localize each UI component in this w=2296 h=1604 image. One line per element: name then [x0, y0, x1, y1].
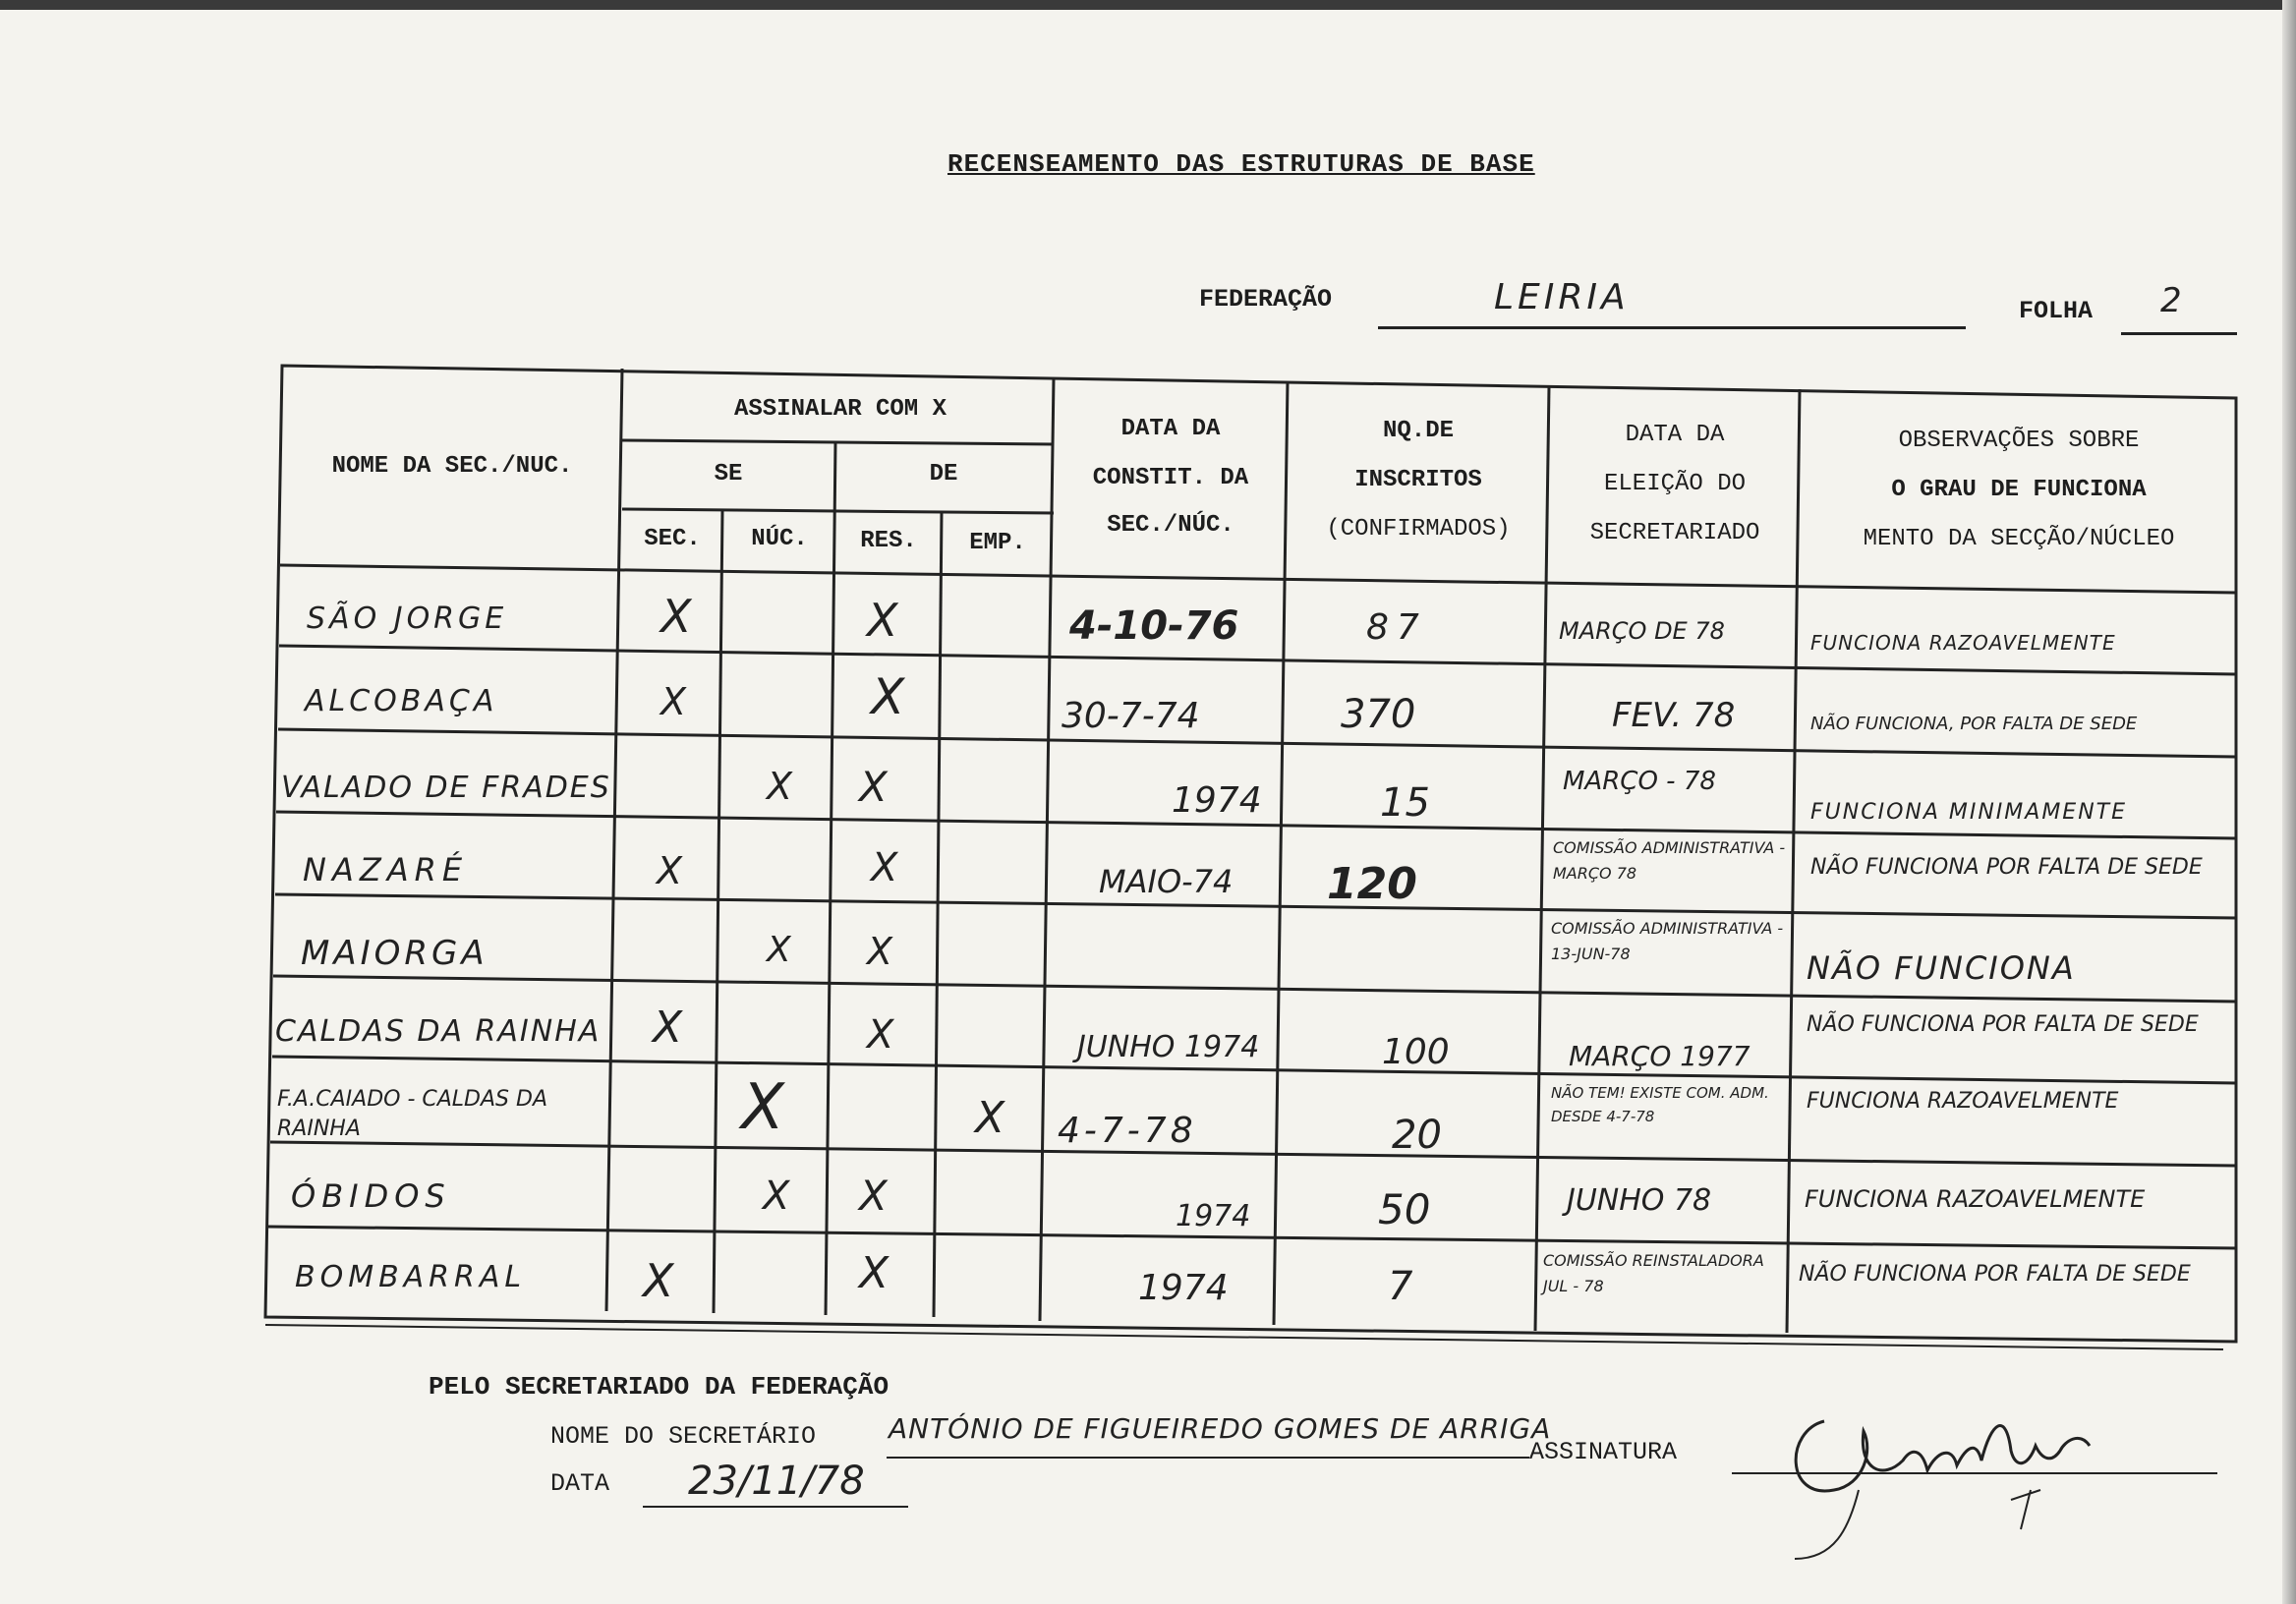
- row-7-obs: FUNCIONA RAZOAVELMENTE: [1807, 1089, 2119, 1114]
- header-eleicao-line3: SECRETARIADO: [1589, 520, 1760, 546]
- row-9-inscritos: 7: [1388, 1264, 1413, 1309]
- header-de: DE: [929, 461, 958, 487]
- row-3-nome: VALADO DE FRADES: [281, 771, 611, 805]
- row-6-data: JUNHO 1974: [1077, 1030, 1260, 1064]
- row-7-data: 4-7-78: [1058, 1111, 1197, 1151]
- folha-value: 2: [2160, 281, 2182, 320]
- data-label: DATA: [550, 1469, 610, 1498]
- header-assinalar: ASSINALAR COM X: [733, 396, 947, 423]
- row-3-res: X: [859, 763, 888, 811]
- row-2-nome: ALCOBAÇA: [305, 684, 498, 718]
- assinatura-label: ASSINATURA: [1529, 1438, 1678, 1466]
- header-inscritos-line2: INSCRITOS: [1354, 467, 1482, 493]
- row-6-obs: NÃO FUNCIONA POR FALTA DE SEDE: [1807, 1012, 2199, 1037]
- header-sec: SEC.: [644, 526, 701, 552]
- row-3-inscritos: 15: [1380, 780, 1430, 826]
- header-inscritos-line1: NQ.DE: [1382, 418, 1454, 444]
- data-value: 23/11/78: [688, 1459, 865, 1504]
- row-2-res: X: [871, 668, 905, 725]
- secretario-label: NOME DO SECRETÁRIO: [550, 1422, 817, 1451]
- header-data-constit-line2: CONSTIT. DA: [1092, 465, 1249, 491]
- row-8-inscritos: 50: [1378, 1185, 1431, 1233]
- row-2-eleicao: FEV. 78: [1612, 696, 1736, 735]
- row-3-eleicao: MARÇO - 78: [1563, 767, 1716, 796]
- row-9-sec: X: [643, 1254, 674, 1307]
- row-1-eleicao: MARÇO DE 78: [1559, 617, 1725, 645]
- row-4-data: MAIO-74: [1099, 863, 1234, 900]
- row-1-nome: SÃO JORGE: [307, 602, 508, 636]
- row-5-nuc: X: [767, 930, 791, 970]
- header-emp: EMP.: [969, 530, 1026, 556]
- row-7-nome: F.A.CAIADO - CALDAS DA RAINHA: [277, 1087, 547, 1141]
- row-2-obs: NÃO FUNCIONA, POR FALTA DE SEDE: [1810, 714, 2138, 734]
- row-7-emp: X: [975, 1093, 1005, 1143]
- header-nome: NOME DA SEC./NUC.: [331, 453, 573, 480]
- handwritten-signature: [1765, 1392, 2119, 1569]
- row-6-eleicao: MARÇO 1977: [1569, 1040, 1751, 1072]
- header-eleicao-line1: DATA DA: [1625, 422, 1725, 448]
- header-obs-line1: OBSERVAÇÕES SOBRE: [1898, 428, 2140, 454]
- row-5-eleicao: COMISSÃO ADMINISTRATIVA - 13-JUN-78: [1551, 919, 1784, 963]
- document-title: RECENSEAMENTO DAS ESTRUTURAS DE BASE: [947, 149, 1535, 179]
- header-obs-line3: MENTO DA SECÇÃO/NÚCLEO: [1863, 526, 2175, 552]
- row-1-res: X: [867, 594, 898, 647]
- row-6-res: X: [867, 1012, 894, 1058]
- header-nuc: NÚC.: [751, 526, 808, 552]
- row-4-sec: X: [657, 849, 683, 892]
- header-data-constit-line1: DATA DA: [1120, 416, 1221, 442]
- row-6-nome: CALDAS DA RAINHA: [275, 1014, 602, 1049]
- row-1-data: 4-10-76: [1069, 603, 1239, 649]
- row-3-obs: FUNCIONA MINIMAMENTE: [1810, 800, 2128, 825]
- row-9-res: X: [859, 1248, 890, 1298]
- federacao-label: FEDERAÇÃO: [1199, 285, 1333, 314]
- row-4-obs: NÃO FUNCIONA POR FALTA DE SEDE: [1810, 855, 2203, 880]
- data-underline: [643, 1506, 908, 1508]
- footer-label: PELO SECRETARIADO DA FEDERAÇÃO: [429, 1372, 890, 1402]
- row-4-nome: NAZARÉ: [303, 851, 469, 888]
- row-8-nome: ÓBIDOS: [291, 1177, 451, 1215]
- row-3-nuc: X: [767, 765, 793, 808]
- header-inscritos-line3: (CONFIRMADOS): [1326, 516, 1511, 543]
- row-5-obs: NÃO FUNCIONA: [1807, 949, 2076, 987]
- row-5-res: X: [867, 930, 893, 973]
- row-2-inscritos: 370: [1341, 692, 1416, 737]
- row-4-inscritos: 120: [1327, 859, 1417, 909]
- row-4-eleicao: COMISSÃO ADMINISTRATIVA - MARÇO 78: [1553, 838, 1786, 883]
- row-8-obs: FUNCIONA RAZOAVELMENTE: [1805, 1185, 2146, 1213]
- row-4-res: X: [871, 845, 898, 890]
- row-7-eleicao: NÃO TEM! EXISTE COM. ADM. DESDE 4-7-78: [1551, 1084, 1769, 1125]
- row-7-nuc: X: [741, 1071, 784, 1144]
- secretario-underline: [887, 1457, 1529, 1459]
- row-5-nome: MAIORGA: [301, 934, 488, 973]
- row-9-eleicao: COMISSÃO REINSTALADORA JUL - 78: [1543, 1251, 1764, 1295]
- header-res: RES.: [860, 528, 917, 554]
- row-6-inscritos: 100: [1382, 1032, 1450, 1072]
- row-6-sec: X: [653, 1002, 683, 1053]
- header-se: SE: [714, 461, 743, 487]
- row-1-obs: FUNCIONA RAZOAVELMENTE: [1810, 631, 2116, 655]
- header-data-constit-line3: SEC./NÚC.: [1107, 512, 1234, 539]
- row-8-eleicao: JUNHO 78: [1567, 1183, 1712, 1218]
- row-9-obs: NÃO FUNCIONA POR FALTA DE SEDE: [1799, 1262, 2191, 1287]
- row-1-inscritos: 87: [1366, 607, 1427, 648]
- row-8-nuc: X: [763, 1174, 790, 1219]
- row-8-res: X: [859, 1172, 888, 1220]
- row-2-sec: X: [660, 680, 687, 723]
- row-2-data: 30-7-74: [1062, 696, 1200, 736]
- row-1-sec: X: [660, 590, 692, 643]
- federacao-value: LEIRIA: [1494, 277, 1630, 317]
- row-7-inscritos: 20: [1392, 1113, 1442, 1158]
- row-9-data: 1974: [1138, 1268, 1229, 1308]
- folha-label: FOLHA: [2019, 297, 2094, 325]
- row-8-data: 1974: [1176, 1199, 1251, 1233]
- secretario-name: ANTÓNIO DE FIGUEIREDO GOMES DE ARRIGA: [889, 1412, 1552, 1445]
- header-obs-line2: O GRAU DE FUNCIONA: [1891, 477, 2147, 503]
- row-9-nome: BOMBARRAL: [295, 1260, 527, 1294]
- row-3-data: 1974: [1172, 780, 1262, 821]
- header-eleicao-line2: ELEIÇÃO DO: [1603, 471, 1747, 497]
